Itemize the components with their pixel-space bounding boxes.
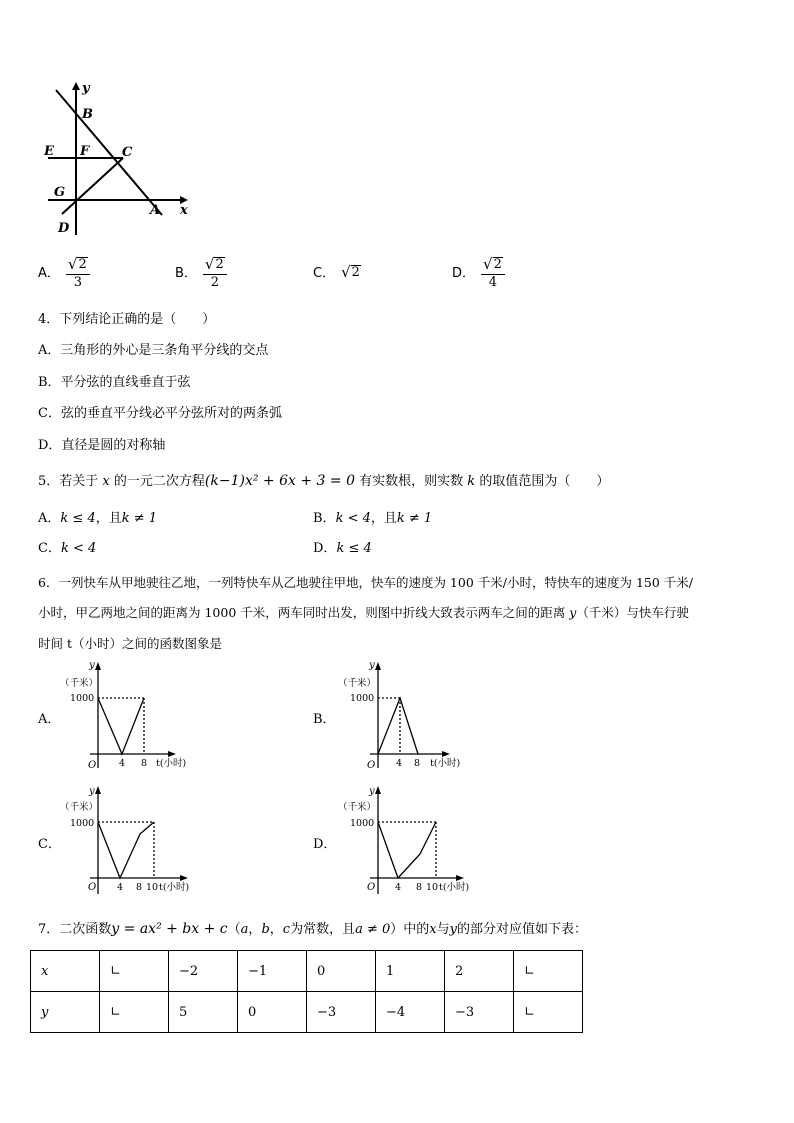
svg-text:y: y [369,786,375,797]
q6-stem-line2: 小时，甲乙两地之间的距离为 1000 千米，两车同时出发，则图中折线大致表示两车之间的距离 y（千米）与快车行驶 [38,605,689,620]
svg-text:1000: 1000 [350,693,375,704]
q6-option-a[interactable]: A． [38,712,61,727]
svg-text:8: 8 [416,882,423,893]
svg-text:（千米）: （千米） [338,678,377,689]
svg-text:t(小时): t(小时) [159,882,190,893]
svg-text:4: 4 [395,882,402,893]
table-cell: 5 [169,992,238,1033]
svg-text:1000: 1000 [350,818,375,829]
label-y: y [82,81,90,96]
fraction: √ 2 4 [481,256,505,291]
sqrt: √ 2 [341,263,360,281]
svg-text:1000: 1000 [70,693,95,704]
svg-text:O: O [367,760,376,771]
q5-stem: 5．若关于 x 的一元二次方程(k−1)x² + 6x + 3 = 0 有实数根，则实数 k 的取值范围为（ ） [38,473,610,489]
q3-option-c[interactable]: C． √ 2 [313,263,360,281]
table-cell: ∟ [514,992,583,1033]
svg-text:（千米）: （千米） [60,678,99,689]
q6-graph-d [336,784,496,904]
label-g: G [54,185,66,200]
q6-graph-a [60,658,210,778]
label-d: D [58,221,70,236]
q4-option-b[interactable]: B．平分弦的直线垂直于弦 [38,375,191,390]
q5-option-d[interactable]: D．k ≤ 4 [313,541,372,556]
table-cell: y [31,992,100,1033]
q4-option-c[interactable]: C．弦的垂直平分线必平分弦所对的两条弧 [38,406,282,421]
q3-option-d[interactable]: D． √ 2 4 [452,256,505,291]
table-cell: 1 [376,951,445,992]
svg-text:（千米）: （千米） [60,802,99,813]
table-cell: ∟ [514,951,583,992]
fraction: √ 2 3 [66,256,90,291]
q6-stem-line1: 6．一列快车从甲地驶往乙地，一列特快车从乙地驶往甲地，快车的速度为 100 千米/小时，特快车的速度为 150 千米/ [38,575,693,590]
table-cell: 2 [445,951,514,992]
svg-text:y: y [89,660,95,671]
svg-text:y: y [369,660,375,671]
q4-stem: 4．下列结论正确的是（ ） [38,312,216,327]
table-row [31,951,583,992]
label-x: x [180,203,188,218]
line-ab [56,90,162,215]
table-cell: −4 [376,992,445,1033]
table-row [31,992,583,1033]
svg-text:10: 10 [426,882,439,893]
q3-geometry-figure [40,80,200,240]
svg-text:4: 4 [119,758,126,769]
svg-text:4: 4 [117,882,124,893]
table-cell: −2 [169,951,238,992]
q6-option-b[interactable]: B． [313,712,336,727]
label-a: A [150,203,161,218]
q6-graph-c [60,784,220,904]
fraction: √ 2 2 [203,256,227,291]
svg-text:10: 10 [146,882,159,893]
table-cell: ∟ [100,951,169,992]
q5-option-a[interactable]: A．k ≤ 4，且k ≠ 1 [38,511,158,526]
svg-text:（千米）: （千米） [338,802,377,813]
label-c: C [122,145,133,160]
q7-value-table [30,950,583,1033]
table-cell: x [31,951,100,992]
svg-text:t(小时): t(小时) [430,758,461,769]
q6-graph-b [336,658,486,778]
svg-text:O: O [88,882,97,893]
q5-option-c[interactable]: C．k < 4 [38,541,97,556]
svg-text:t(小时): t(小时) [156,758,187,769]
q6-option-d[interactable]: D． [313,837,337,852]
table-cell: 0 [307,951,376,992]
q4-option-a[interactable]: A．三角形的外心是三条角平分线的交点 [38,343,269,358]
table-cell: −3 [445,992,514,1033]
svg-text:8: 8 [136,882,143,893]
svg-text:4: 4 [396,758,403,769]
table-cell: −3 [307,992,376,1033]
svg-text:O: O [367,882,376,893]
q7-stem: 7．二次函数y = ax² + bx + c（a，b，c为常数，且a ≠ 0）中的x与y的部分对应值如下表： [38,921,588,937]
y-arrow [72,82,80,90]
svg-text:t(小时): t(小时) [439,882,470,893]
svg-text:8: 8 [141,758,148,769]
q3-option-a[interactable]: A． √ 2 3 [38,256,90,291]
svg-text:y: y [89,786,95,797]
q5-option-b[interactable]: B．k < 4，且k ≠ 1 [313,511,433,526]
table-cell: 0 [238,992,307,1033]
q6-stem-line3: 时间 t（小时）之间的函数图象是 [38,636,222,651]
line-dc [62,158,123,214]
table-cell: −1 [238,951,307,992]
svg-text:O: O [88,760,97,771]
q3-option-b[interactable]: B． √ 2 2 [175,256,227,291]
label-e: E [44,144,54,159]
svg-text:8: 8 [414,758,421,769]
q6-option-c[interactable]: C． [38,837,61,852]
q4-option-d[interactable]: D．直径是圆的对称轴 [38,438,166,453]
label-b: B [82,107,93,122]
label-f: F [80,144,90,159]
svg-text:1000: 1000 [70,818,95,829]
table-cell: ∟ [100,992,169,1033]
